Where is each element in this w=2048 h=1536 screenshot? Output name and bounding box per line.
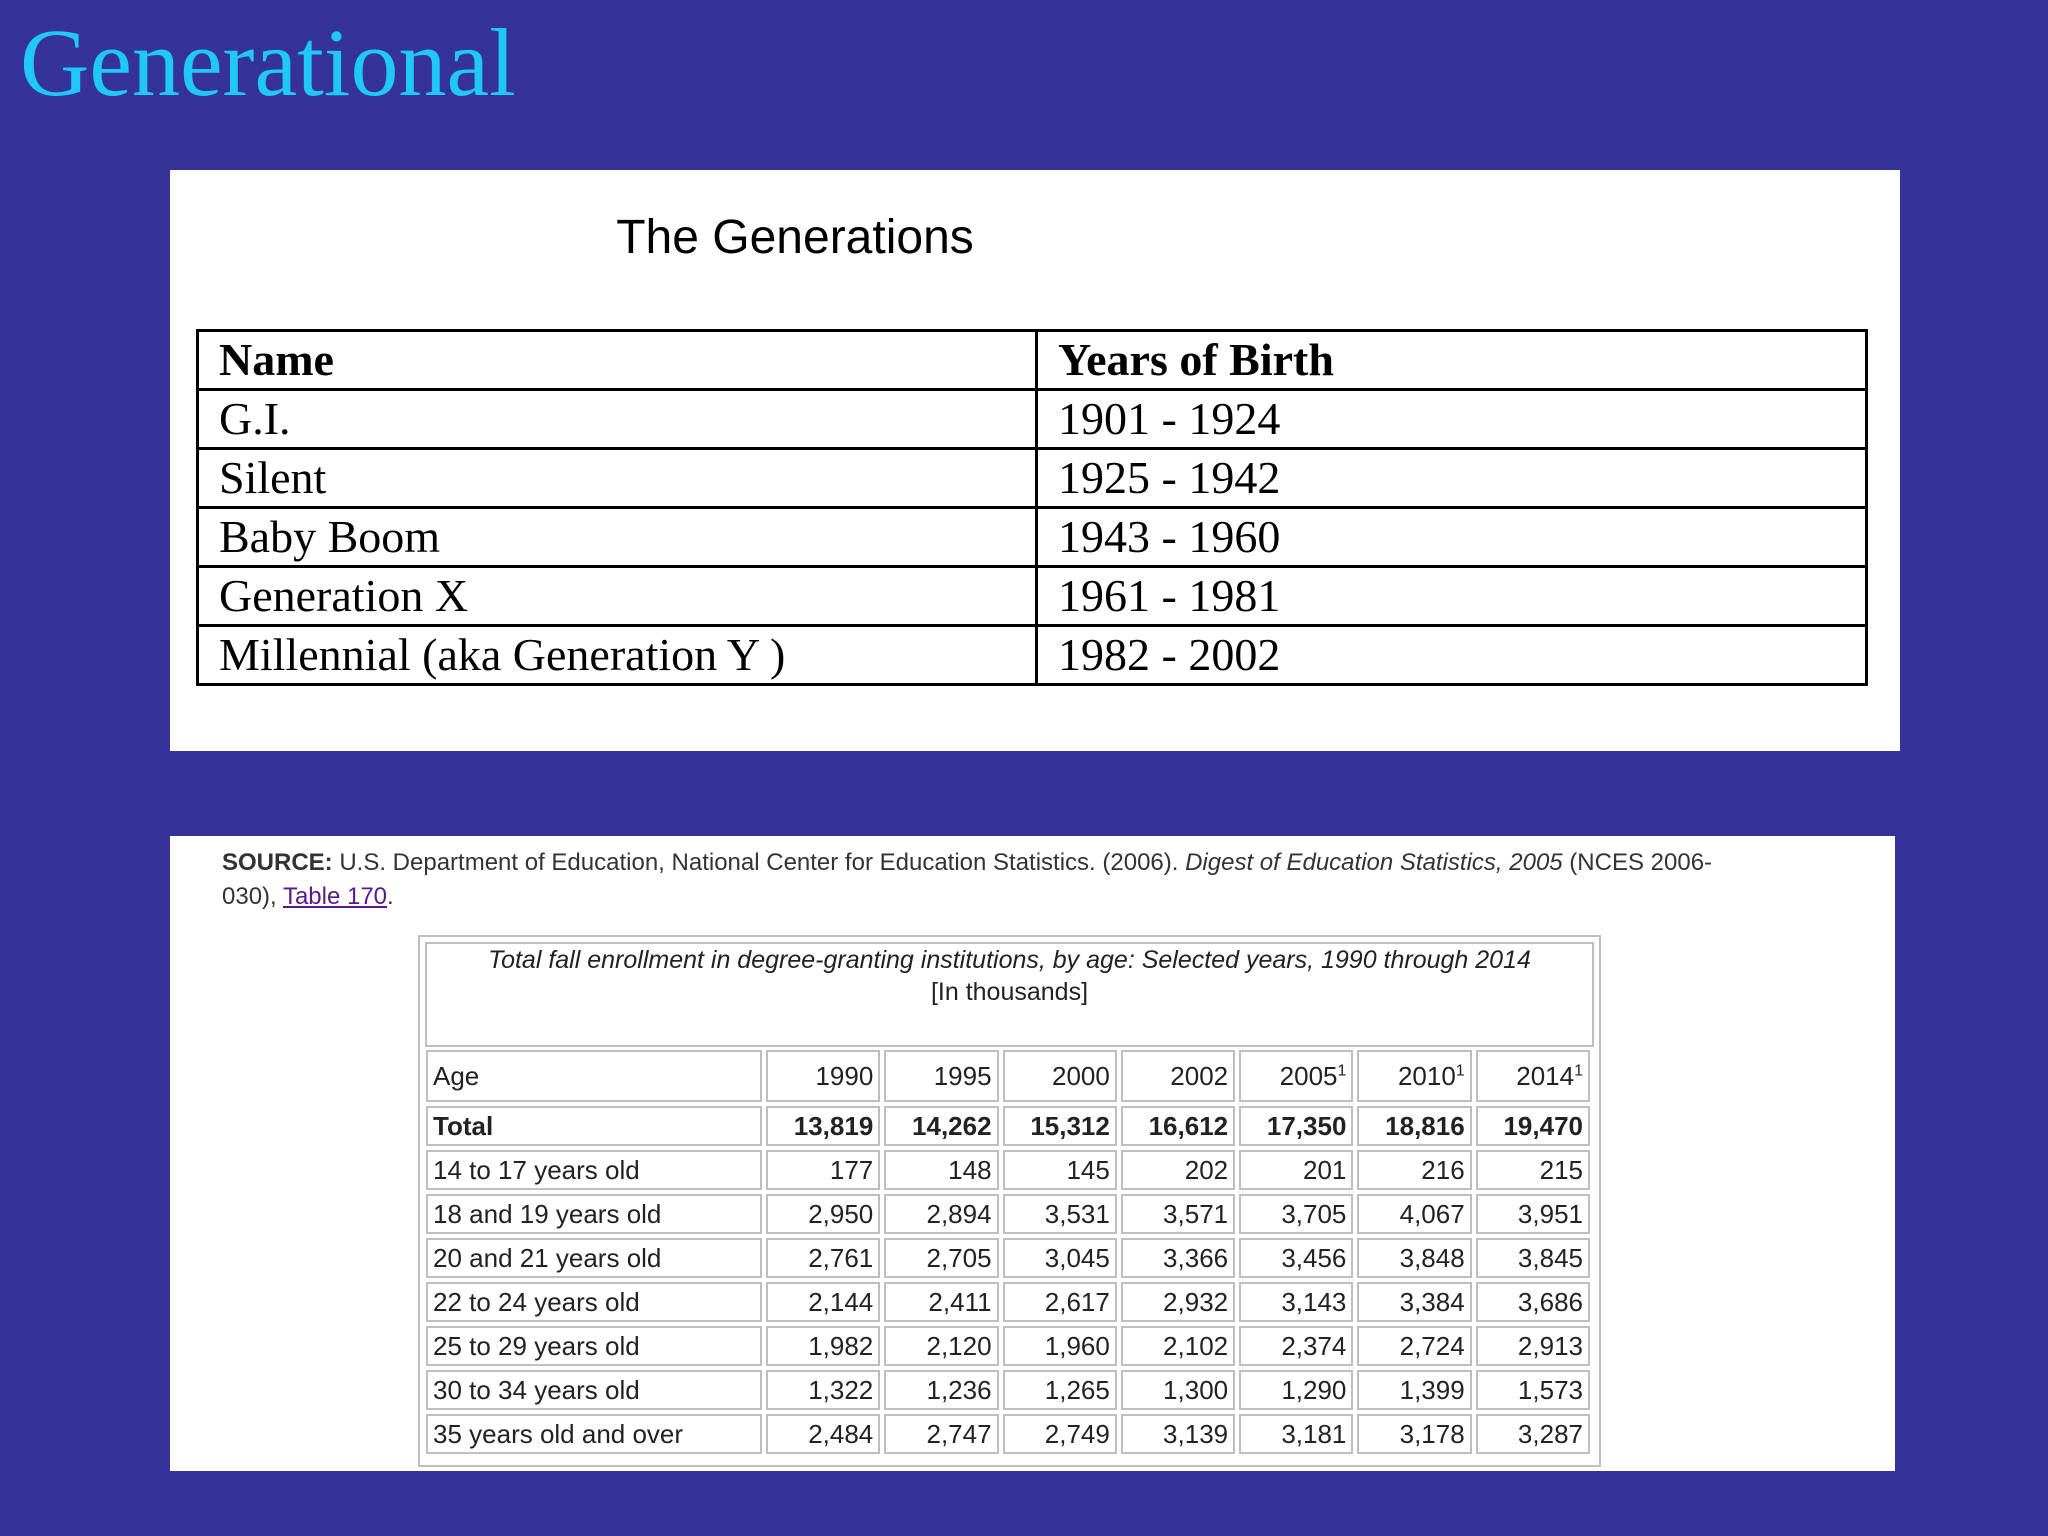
table-row bbox=[198, 390, 1867, 449]
column-header-year bbox=[766, 1050, 880, 1102]
table-row bbox=[426, 1370, 1590, 1410]
enrollment-value: 2,747 bbox=[884, 1414, 998, 1454]
column-header-years: Years of Birth bbox=[1037, 331, 1867, 390]
generation-years: 1943 - 1960 bbox=[1037, 508, 1867, 567]
enrollment-value: 3,143 bbox=[1239, 1282, 1353, 1322]
slide-title: Generational bbox=[20, 9, 516, 116]
enrollment-value: 1,300 bbox=[1121, 1370, 1235, 1410]
table-row bbox=[198, 508, 1867, 567]
column-header-year bbox=[1357, 1050, 1471, 1102]
age-group-label: 35 years old and over bbox=[426, 1414, 762, 1454]
generation-name: Millennial (aka Generation Y ) bbox=[198, 626, 1037, 685]
table-row bbox=[426, 1150, 1590, 1190]
age-group-label: 18 and 19 years old bbox=[426, 1194, 762, 1234]
enrollment-value: 2,932 bbox=[1121, 1282, 1235, 1322]
source-text: U.S. Department of Education, National Center for Education Statistics. (2006). bbox=[332, 849, 1186, 876]
generation-name: Silent bbox=[198, 449, 1037, 508]
enrollment-value: 3,845 bbox=[1476, 1238, 1590, 1278]
enrollment-value: 18,816 bbox=[1357, 1106, 1471, 1146]
table-row bbox=[426, 1238, 1590, 1278]
footnote-marker: 1 bbox=[1337, 1062, 1347, 1080]
enrollment-value: 1,236 bbox=[884, 1370, 998, 1410]
year-label: 2010 bbox=[1397, 1061, 1456, 1091]
enrollment-value: 148 bbox=[884, 1150, 998, 1190]
year-label: 1995 bbox=[933, 1061, 992, 1091]
enrollment-value: 4,067 bbox=[1357, 1194, 1471, 1234]
column-header-year bbox=[1121, 1050, 1235, 1102]
generation-years: 1901 - 1924 bbox=[1037, 390, 1867, 449]
year-label: 2000 bbox=[1052, 1061, 1110, 1091]
total-row bbox=[426, 1106, 1590, 1146]
table-row bbox=[198, 626, 1867, 685]
year-label: 1990 bbox=[815, 1061, 874, 1091]
enrollment-value: 3,384 bbox=[1357, 1282, 1471, 1322]
enrollment-value: 3,456 bbox=[1239, 1238, 1353, 1278]
enrollment-value: 3,848 bbox=[1357, 1238, 1471, 1278]
age-group-label: 30 to 34 years old bbox=[426, 1370, 762, 1410]
enrollment-table bbox=[422, 1046, 1594, 1458]
source-label: SOURCE: bbox=[222, 849, 333, 876]
enrollment-value: 177 bbox=[766, 1150, 880, 1190]
table-row bbox=[426, 1414, 1590, 1454]
footnote-marker: 1 bbox=[1455, 1062, 1465, 1080]
column-header-year bbox=[884, 1050, 998, 1102]
enrollment-value: 3,366 bbox=[1121, 1238, 1235, 1278]
generations-header-row bbox=[198, 331, 1867, 390]
source-publication-title: Digest of Education Statistics, 2005 bbox=[1185, 849, 1563, 876]
enrollment-caption bbox=[425, 942, 1594, 1047]
enrollment-value: 145 bbox=[1003, 1150, 1117, 1190]
enrollment-value: 2,950 bbox=[766, 1194, 880, 1234]
enrollment-value: 1,322 bbox=[766, 1370, 880, 1410]
enrollment-value: 3,686 bbox=[1476, 1282, 1590, 1322]
column-header-age: Age bbox=[426, 1050, 762, 1102]
year-label: 2002 bbox=[1170, 1061, 1229, 1091]
enrollment-value: 14,262 bbox=[884, 1106, 998, 1146]
enrollment-value: 2,724 bbox=[1357, 1326, 1471, 1366]
enrollment-value: 2,705 bbox=[884, 1238, 998, 1278]
enrollment-value: 3,178 bbox=[1357, 1414, 1471, 1454]
table-row bbox=[426, 1194, 1590, 1234]
year-label: 2005 bbox=[1279, 1061, 1338, 1091]
generation-years: 1925 - 1942 bbox=[1037, 449, 1867, 508]
enrollment-value: 3,531 bbox=[1003, 1194, 1117, 1234]
enrollment-value: 1,982 bbox=[766, 1326, 880, 1366]
enrollment-value: 2,749 bbox=[1003, 1414, 1117, 1454]
enrollment-value: 3,287 bbox=[1476, 1414, 1590, 1454]
column-header-year bbox=[1239, 1050, 1353, 1102]
enrollment-value: 17,350 bbox=[1239, 1106, 1353, 1146]
source-citation bbox=[222, 846, 1762, 914]
enrollment-value: 202 bbox=[1121, 1150, 1235, 1190]
generation-years: 1982 - 2002 bbox=[1037, 626, 1867, 685]
source-text-after: (NCES 2006-030), bbox=[222, 849, 1713, 910]
enrollment-value: 2,411 bbox=[884, 1282, 998, 1322]
table-row bbox=[198, 449, 1867, 508]
enrollment-value: 3,951 bbox=[1476, 1194, 1590, 1234]
enrollment-value: 215 bbox=[1476, 1150, 1590, 1190]
enrollment-value: 1,399 bbox=[1357, 1370, 1471, 1410]
enrollment-value: 2,913 bbox=[1476, 1326, 1590, 1366]
enrollment-value: 13,819 bbox=[766, 1106, 880, 1146]
footnote-marker: 1 bbox=[1574, 1062, 1583, 1080]
generation-name: G.I. bbox=[198, 390, 1037, 449]
age-group-label: 25 to 29 years old bbox=[426, 1326, 762, 1366]
enrollment-value: 1,573 bbox=[1476, 1370, 1590, 1410]
table-row bbox=[426, 1282, 1590, 1322]
year-label: 2014 bbox=[1516, 1061, 1575, 1091]
enrollment-value: 1,265 bbox=[1003, 1370, 1117, 1410]
generations-table bbox=[196, 329, 1868, 686]
enrollment-value: 2,761 bbox=[766, 1238, 880, 1278]
enrollment-value: 201 bbox=[1239, 1150, 1353, 1190]
enrollment-value: 3,571 bbox=[1121, 1194, 1235, 1234]
column-header-year bbox=[1476, 1050, 1590, 1102]
generation-years: 1961 - 1981 bbox=[1037, 567, 1867, 626]
column-header-year bbox=[1003, 1050, 1117, 1102]
enrollment-value: 2,484 bbox=[766, 1414, 880, 1454]
age-group-label: 20 and 21 years old bbox=[426, 1238, 762, 1278]
enrollment-value: 16,612 bbox=[1121, 1106, 1235, 1146]
enrollment-value: 3,181 bbox=[1239, 1414, 1353, 1454]
enrollment-value: 216 bbox=[1357, 1150, 1471, 1190]
enrollment-value: 15,312 bbox=[1003, 1106, 1117, 1146]
generations-heading: The Generations bbox=[616, 211, 974, 264]
enrollment-value: 2,120 bbox=[884, 1326, 998, 1366]
enrollment-value: 1,960 bbox=[1003, 1326, 1117, 1366]
enrollment-header-row bbox=[426, 1050, 1590, 1102]
generation-name: Baby Boom bbox=[198, 508, 1037, 567]
age-group-label: 22 to 24 years old bbox=[426, 1282, 762, 1322]
enrollment-value: 1,290 bbox=[1239, 1370, 1353, 1410]
enrollment-value: 2,617 bbox=[1003, 1282, 1117, 1322]
age-group-label: Total bbox=[426, 1106, 762, 1146]
age-group-label: 14 to 17 years old bbox=[426, 1150, 762, 1190]
column-header-name: Name bbox=[198, 331, 1037, 390]
enrollment-caption-title: Total fall enrollment in degree-granting institutions, by age: Selected years, 1990 through 2014 bbox=[488, 946, 1531, 974]
table-row bbox=[198, 567, 1867, 626]
enrollment-value: 3,139 bbox=[1121, 1414, 1235, 1454]
source-end: . bbox=[387, 883, 394, 910]
enrollment-value: 3,045 bbox=[1003, 1238, 1117, 1278]
enrollment-value: 3,705 bbox=[1239, 1194, 1353, 1234]
table-170-link[interactable]: Table 170 bbox=[282, 883, 388, 910]
enrollment-value: 2,144 bbox=[766, 1282, 880, 1322]
enrollment-value: 2,894 bbox=[884, 1194, 998, 1234]
enrollment-caption-units: [In thousands] bbox=[930, 978, 1089, 1006]
enrollment-value: 2,374 bbox=[1239, 1326, 1353, 1366]
enrollment-value: 2,102 bbox=[1121, 1326, 1235, 1366]
table-row bbox=[426, 1326, 1590, 1366]
enrollment-value: 19,470 bbox=[1476, 1106, 1590, 1146]
generation-name: Generation X bbox=[198, 567, 1037, 626]
